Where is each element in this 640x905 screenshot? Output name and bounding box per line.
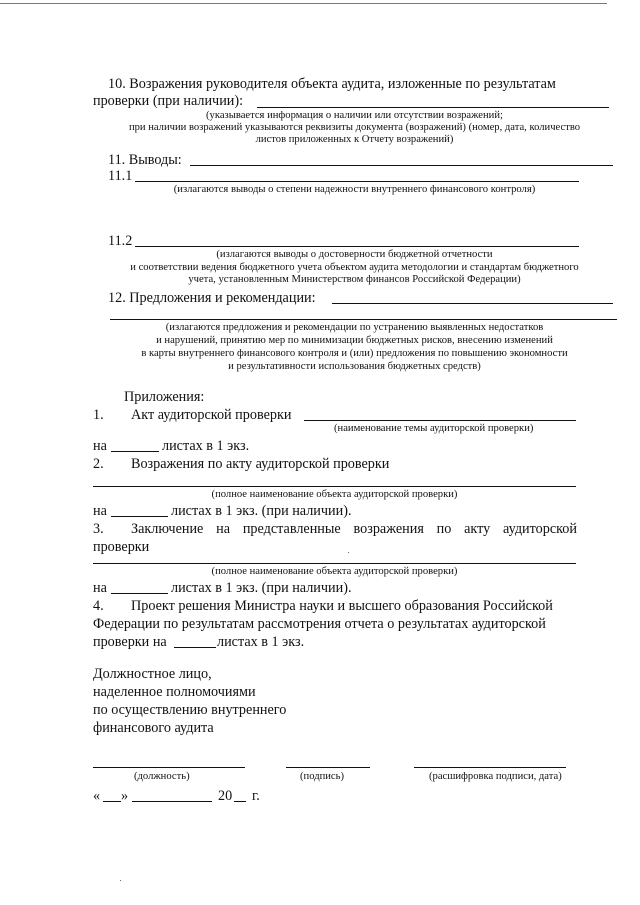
position-line[interactable] — [93, 767, 245, 768]
appendix-2-sheets-line[interactable] — [111, 516, 168, 517]
section-12-fill-line-2[interactable] — [110, 319, 617, 320]
official-line-1: Должностное лицо, — [93, 666, 212, 682]
section-10-heading-cont: проверки (при наличии): — [93, 93, 244, 109]
section-10-hint-2: при наличии возражений указываются реквизиты документа (возражений) (номер, дата, количество — [128, 122, 581, 133]
section-12-fill-line-1[interactable] — [332, 303, 613, 304]
appendix-1-topic-line[interactable] — [304, 420, 576, 421]
section-12-hint-4: и результативности использования бюджетных средств) — [228, 361, 481, 372]
position-label: (должность) — [134, 771, 190, 782]
section-11-2-fill-line[interactable] — [135, 246, 579, 247]
page-top-border — [0, 3, 607, 4]
date-year-suffix: г. — [252, 788, 260, 804]
section-12-hint-1: (излагаются предложения и рекомендации по устранению выявленных недостатков — [165, 322, 544, 333]
appendix-3-number: 3. — [93, 521, 104, 537]
date-year-line[interactable] — [234, 801, 246, 802]
appendix-3-sheets-line[interactable] — [111, 593, 168, 594]
section-10-hint-1: (указывается информация о наличии или отсутствии возражений; — [206, 110, 503, 121]
appendix-1-sheets-text: листах в 1 экз. — [162, 438, 250, 454]
appendix-3-na: на — [93, 580, 107, 596]
appendix-2-object-line[interactable] — [93, 486, 576, 487]
appendix-3-sheets-text: листах в 1 экз. (при наличии). — [171, 580, 352, 596]
section-11-2-hint-1: (излагаются выводы о достоверности бюджетной отчетности — [216, 249, 493, 260]
section-10-heading: 10. Возражения руководителя объекта аудита, изложенные по результатам — [108, 76, 556, 92]
appendix-3-text-line-1: Заключение на представленные возражения по акту аудиторской — [131, 521, 577, 537]
appendix-4-number: 4. — [93, 598, 104, 614]
appendix-3-object-line[interactable] — [93, 563, 576, 564]
date-day-line[interactable] — [103, 801, 121, 802]
official-line-4: финансового аудита — [93, 720, 214, 736]
appendix-4-text-line-2: Федерации по результатам рассмотрения отчета о результатах аудиторской — [93, 616, 546, 632]
appendix-2-na: на — [93, 503, 107, 519]
scan-speck — [120, 880, 121, 881]
appendix-1-number: 1. — [93, 407, 104, 423]
section-12-hint-3: в карты внутреннего финансового контроля и (или) предложения по повышению экономности — [141, 348, 568, 359]
decoding-label: (расшифровка подписи, дата) — [429, 771, 562, 782]
official-line-2: наделенное полномочиями — [93, 684, 256, 700]
section-11-2-hint-2: и соответствии ведения бюджетного учета объектом аудита методологии и стандартам бюджетного — [130, 262, 579, 273]
appendix-2-number: 2. — [93, 456, 104, 472]
section-12-heading: 12. Предложения и рекомендации: — [108, 290, 316, 306]
appendix-title: Приложения: — [124, 389, 205, 405]
section-11-1-fill-line[interactable] — [135, 181, 579, 182]
date-month-line[interactable] — [132, 801, 212, 802]
signature-label: (подпись) — [300, 771, 344, 782]
section-10-hint-3: листов приложенных к Отчету возражений) — [255, 134, 454, 145]
section-11-1-hint: (излагаются выводы о степени надежности внутреннего финансового контроля) — [173, 184, 536, 195]
date-quote-close: » — [121, 788, 129, 804]
signature-line[interactable] — [286, 767, 370, 768]
appendix-4-sheets-line[interactable] — [174, 647, 216, 648]
appendix-1-text: Акт аудиторской проверки — [131, 407, 292, 423]
appendix-1-hint: (наименование темы аудиторской проверки) — [334, 423, 534, 434]
official-line-3: по осуществлению внутреннего — [93, 702, 287, 718]
date-quote-open: « — [93, 788, 101, 804]
appendix-4-text-line-3a: проверки на — [93, 634, 167, 650]
appendix-2-sheets-text: листах в 1 экз. (при наличии). — [171, 503, 352, 519]
date-year-prefix: 20 — [218, 788, 233, 804]
section-11-heading: 11. Выводы: — [108, 152, 182, 168]
scan-speck — [348, 552, 349, 553]
decoding-line[interactable] — [414, 767, 566, 768]
section-10-fill-line[interactable] — [257, 107, 609, 108]
section-11-1-number: 11.1 — [108, 168, 133, 184]
section-12-hint-2: и нарушений, принятию мер по минимизации бюджетных рисков, внесению изменений — [156, 335, 553, 346]
appendix-2-hint: (полное наименование объекта аудиторской проверки) — [211, 489, 458, 500]
appendix-4-text-line-3b: листах в 1 экз. — [217, 634, 305, 650]
appendix-1-sheets-line[interactable] — [111, 451, 159, 452]
appendix-3-text-line-2: проверки — [93, 539, 150, 555]
section-11-2-number: 11.2 — [108, 233, 133, 249]
section-11-fill-line[interactable] — [190, 165, 613, 166]
appendix-1-na: на — [93, 438, 107, 454]
appendix-3-hint: (полное наименование объекта аудиторской проверки) — [211, 566, 458, 577]
appendix-4-text-line-1: Проект решения Министра науки и высшего образования Российской — [131, 598, 553, 614]
appendix-2-text: Возражения по акту аудиторской проверки — [131, 456, 390, 472]
section-11-2-hint-3: учета, установленным Министерством финансов Российской Федерации) — [188, 274, 521, 285]
